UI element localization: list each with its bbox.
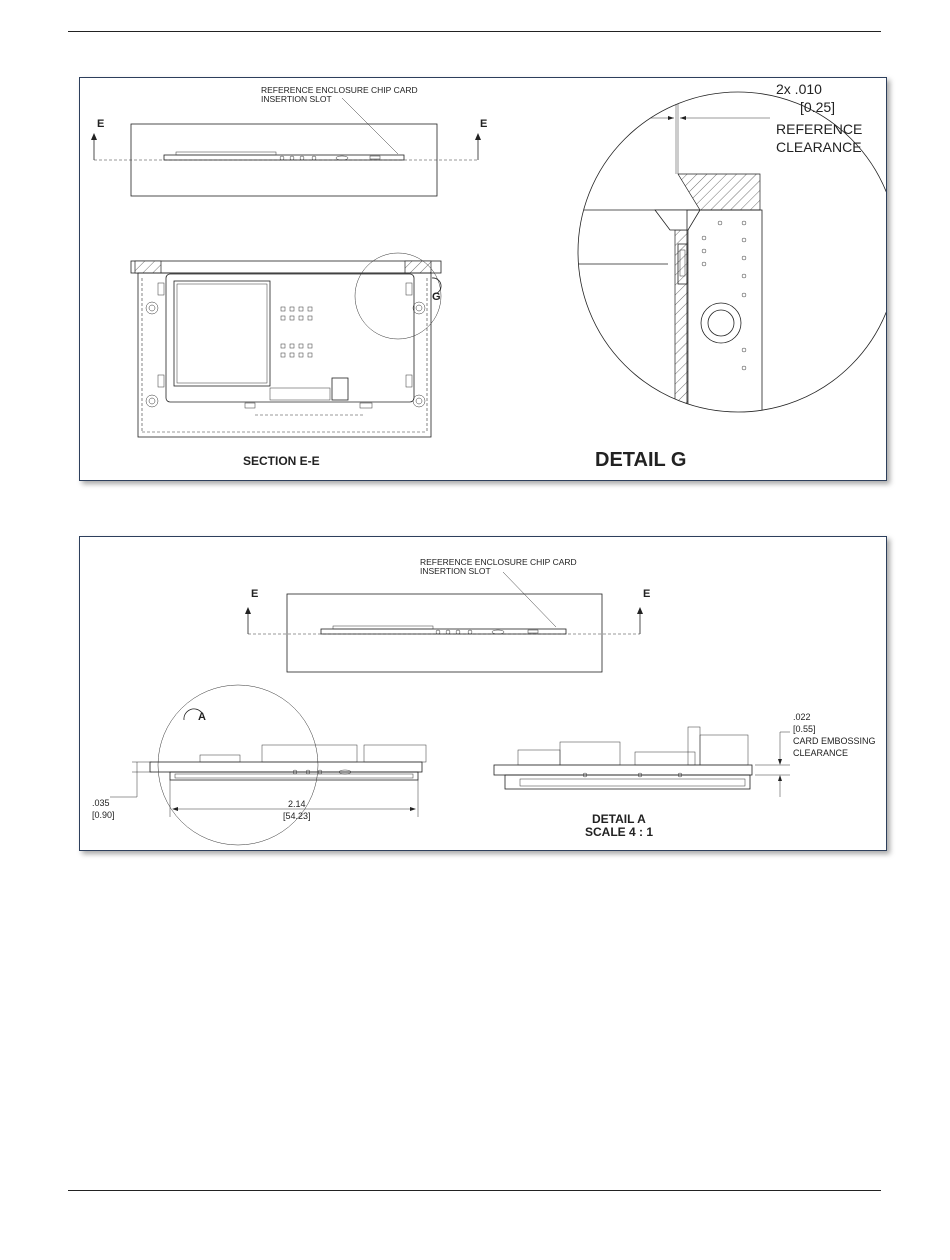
callout-line-1: REFERENCE ENCLOSURE CHIP CARD <box>261 85 418 95</box>
footer-rule <box>68 1190 881 1191</box>
section-caption: SECTION E-E <box>243 454 320 468</box>
embossing-dim-inch: .022 <box>793 712 811 722</box>
slot-top-view <box>91 98 481 196</box>
section-e-e-view <box>131 261 441 437</box>
slot-top-view-2 <box>245 572 643 672</box>
header-rule <box>68 31 881 32</box>
component-pads <box>281 307 312 357</box>
length-dim-inch: 2.14 <box>288 799 306 809</box>
embossing-label-1: CARD EMBOSSING <box>793 736 876 746</box>
side-view <box>110 745 426 817</box>
length-dim-mm: [54.23] <box>283 811 311 821</box>
thickness-dim-inch: .035 <box>92 798 110 808</box>
drawing-panel-detail-a <box>79 536 887 851</box>
panel-1-drawing <box>80 78 886 480</box>
callout-2-line-1: REFERENCE ENCLOSURE CHIP CARD <box>420 557 577 567</box>
section-marker-2-right: E <box>643 588 651 600</box>
drawing-panel-section-e-e <box>79 77 887 481</box>
clearance-dim-mm: [0.25] <box>800 99 836 115</box>
detail-marker-g: G <box>432 291 441 303</box>
detail-marker-a: A <box>198 711 206 723</box>
embossing-dim-mm: [0.55] <box>793 724 816 734</box>
clearance-dim-inch: 2x .010 <box>776 81 822 97</box>
embossing-label-2: CLEARANCE <box>793 748 849 758</box>
clearance-label-2: CLEARANCE <box>776 139 862 155</box>
section-marker-2-left: E <box>251 588 259 600</box>
callout-2-line-2: INSERTION SLOT <box>420 566 491 576</box>
callout-line-2: INSERTION SLOT <box>261 94 332 104</box>
detail-a-caption: DETAIL A <box>592 812 646 826</box>
thickness-dim-mm: [0.90] <box>92 810 115 820</box>
detail-caption: DETAIL G <box>595 449 687 471</box>
card-component-marks <box>280 156 380 160</box>
section-marker-right: E <box>480 118 488 130</box>
section-marker-left: E <box>97 118 105 130</box>
scale-caption: SCALE 4 : 1 <box>585 825 654 839</box>
clearance-label-1: REFERENCE <box>776 121 863 137</box>
panel-2-drawing <box>80 537 886 850</box>
card-component-marks-2 <box>436 630 538 634</box>
detail-a-boundary <box>158 685 318 845</box>
detail-a-view <box>494 727 790 797</box>
